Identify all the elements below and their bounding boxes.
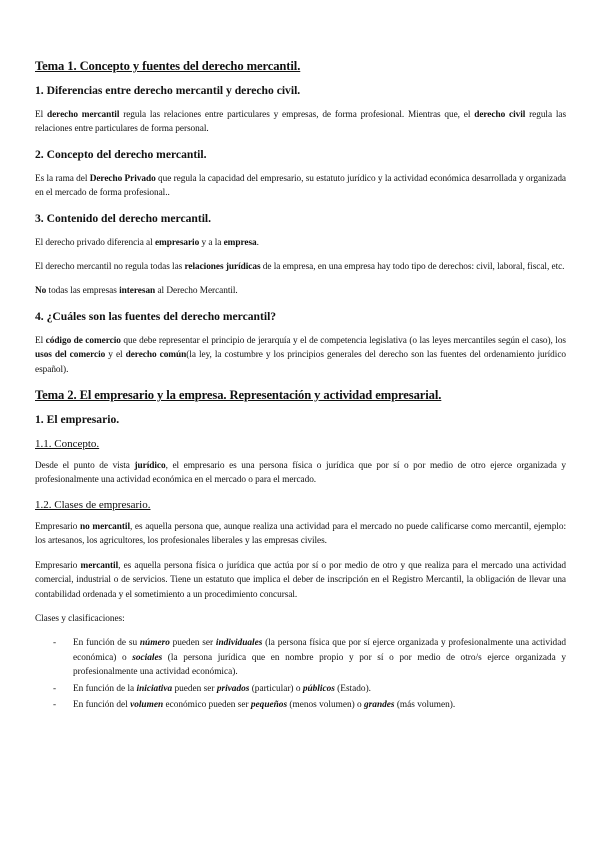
section-1-paragraph: El derecho mercantil regula las relaciones entre particulares y empresas, de forma profesional. Mientras que, el derecho civil regula las relaciones entre particulares de forma personal.	[35, 110, 567, 135]
concepto-subheading: 1.1. Concepto.	[35, 438, 100, 451]
list-item-numero: - En función de su número pueden ser individuales (la persona física que por sí ejerce organizada y profesionalmente una actividad económica) o sociales (la persona jurídica que en nombre propio y por sí o por medio de otro/s ejerce organizada y profesionalmente una actividad económica).	[53, 638, 566, 678]
topic-2-title: Tema 2. El empresario y la empresa. Representación y actividad empresarial.	[35, 388, 442, 403]
clasificaciones-intro: Clases y clasificaciones:	[35, 613, 125, 624]
section-3-paragraph-2: El derecho mercantil no regula todas las relaciones jurídicas de la empresa, en una empresa hay todo tipo de derechos: civil, laboral, fiscal, etc.	[35, 262, 565, 273]
list-item-volumen: - En función del volumen económico pueden ser pequeños (menos volumen) o grandes (más volumen).	[73, 698, 566, 712]
clases-subheading: 1.2. Clases de empresario.	[35, 498, 151, 511]
section-3-heading: 3. Contenido del derecho mercantil.	[35, 211, 212, 225]
list-item-iniciativa: - En función de la iniciativa pueden ser privados (particular) o públicos (Estado).	[73, 682, 566, 696]
section-2-paragraph: Es la rama del Derecho Privado que regula la capacidad del empresario, su estatuto jurídico y la actividad económica desarrollada y organizada en el mercado de forma profesional..	[35, 173, 566, 199]
no-mercantil-paragraph: Empresario no mercantil, es aquella persona que, aunque realiza una actividad para el mercado no puede calificarse como mercantil, ejemplo: los artesanos, los agricultores, los profesionales liberales y las empresas civiles.	[35, 521, 566, 547]
concepto-paragraph: Desde el punto de vista jurídico, el empresario es una persona física o jurídica que por sí o por medio de otro ejerce organizada y profesionalmente una actividad económica en el mercado o para el mercado.	[35, 461, 566, 486]
mercantil-paragraph: Empresario mercantil, es aquella persona física o jurídica que actúa por sí o por medio de otro y que realiza para el mercado una actividad comercial, industrial o de servicios. Tiene un estatuto que implica el deber de inscripción en el Registro Mercantil, la obligación de llevar una contabilidad ordenada y el sometimiento a un procedimiento concursal.	[35, 560, 566, 600]
section-1-heading: 1. Diferencias entre derecho mercantil y derecho civil.	[35, 84, 301, 97]
list-bullet: -	[53, 699, 57, 710]
section-3-paragraph-1: El derecho privado diferencia al empresario y a la empresa.	[35, 237, 259, 248]
empresario-heading: 1. El empresario.	[35, 413, 120, 427]
clasificaciones-list	[35, 636, 566, 712]
section-3-paragraph-3: No todas las empresas interesan al Derecho Mercantil.	[35, 286, 238, 297]
list-bullet: -	[53, 683, 57, 694]
topic-1-title: Tema 1. Concepto y fuentes del derecho mercantil.	[35, 59, 301, 73]
section-4-paragraph: El código de comercio que debe representar el principio de jerarquía y el de competencia legislativa (o las leyes mercantiles según el caso), los usos del comercio y el derecho común(la ley, la costumbre y los principios generales del derecho son las fuentes del ordenamiento jurídico español).	[35, 335, 566, 375]
list-bullet: -	[53, 638, 57, 649]
section-2-heading: 2. Concepto del derecho mercantil.	[35, 147, 207, 161]
section-4-heading: 4. ¿Cuáles son las fuentes del derecho mercantil?	[35, 309, 277, 323]
